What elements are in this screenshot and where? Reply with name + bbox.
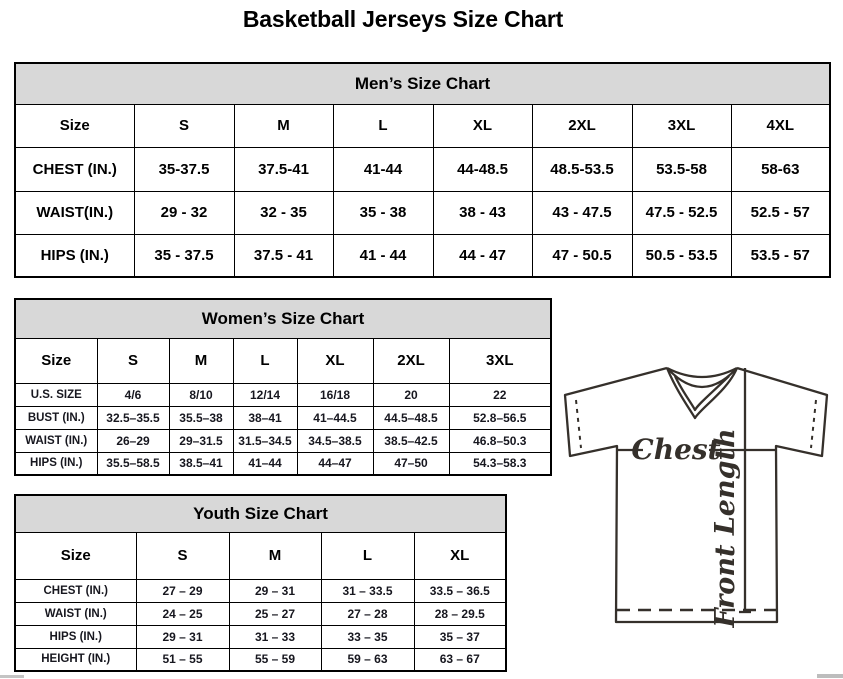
womens-cell: 35.5–58.5 bbox=[97, 452, 169, 475]
mens-cell: 35-37.5 bbox=[134, 147, 234, 191]
youth-table-title: Youth Size Chart bbox=[15, 495, 506, 532]
womens-cell: 34.5–38.5 bbox=[297, 429, 373, 452]
womens-cell: 47–50 bbox=[373, 452, 449, 475]
womens-cell: 12/14 bbox=[233, 383, 297, 406]
mens-cell: 52.5 - 57 bbox=[731, 191, 830, 234]
crop-handle-left bbox=[0, 675, 24, 678]
jersey-measurement-diagram bbox=[556, 360, 840, 628]
mens-cell: 47.5 - 52.5 bbox=[632, 191, 731, 234]
youth-col-header: XL bbox=[414, 532, 506, 579]
mens-cell: 37.5-41 bbox=[234, 147, 333, 191]
mens-cell: 41 - 44 bbox=[333, 234, 433, 277]
womens-col-header: 3XL bbox=[449, 338, 551, 383]
mens-cell: 43 - 47.5 bbox=[532, 191, 632, 234]
youth-cell: 51 – 55 bbox=[136, 648, 229, 671]
youth-cell: 29 – 31 bbox=[229, 579, 321, 602]
womens-cell: 16/18 bbox=[297, 383, 373, 406]
youth-cell: 27 – 28 bbox=[321, 602, 414, 625]
youth-row-label: CHEST (IN.) bbox=[15, 579, 136, 602]
youth-cell: 33 – 35 bbox=[321, 625, 414, 648]
youth-col-header: S bbox=[136, 532, 229, 579]
mens-cell: 35 - 37.5 bbox=[134, 234, 234, 277]
womens-col-header: L bbox=[233, 338, 297, 383]
mens-col-header: 3XL bbox=[632, 104, 731, 147]
mens-col-header: 2XL bbox=[532, 104, 632, 147]
womens-cell: 35.5–38 bbox=[169, 406, 233, 429]
womens-cell: 22 bbox=[449, 383, 551, 406]
left-cuff-dashed-seam bbox=[576, 400, 581, 448]
womens-size-label: Size bbox=[15, 338, 97, 383]
mens-col-header: 4XL bbox=[731, 104, 830, 147]
youth-col-header: L bbox=[321, 532, 414, 579]
mens-size-label: Size bbox=[15, 104, 134, 147]
youth-col-header: M bbox=[229, 532, 321, 579]
mens-cell: 41-44 bbox=[333, 147, 433, 191]
womens-cell: 38.5–42.5 bbox=[373, 429, 449, 452]
collar-v-outer bbox=[667, 368, 737, 418]
mens-col-header: M bbox=[234, 104, 333, 147]
womens-col-header: XL bbox=[297, 338, 373, 383]
mens-cell: 35 - 38 bbox=[333, 191, 433, 234]
mens-cell: 50.5 - 53.5 bbox=[632, 234, 731, 277]
mens-col-header: XL bbox=[433, 104, 532, 147]
womens-cell: 54.3–58.3 bbox=[449, 452, 551, 475]
collar-back-curve-outer bbox=[667, 368, 737, 377]
mens-cell: 38 - 43 bbox=[433, 191, 532, 234]
mens-row-label: WAIST(IN.) bbox=[15, 191, 134, 234]
womens-table-title: Women’s Size Chart bbox=[15, 299, 551, 338]
youth-cell: 24 – 25 bbox=[136, 602, 229, 625]
mens-cell: 47 - 50.5 bbox=[532, 234, 632, 277]
right-cuff-dashed-seam bbox=[811, 400, 816, 448]
womens-cell: 20 bbox=[373, 383, 449, 406]
mens-cell: 53.5-58 bbox=[632, 147, 731, 191]
youth-row-label: HIPS (IN.) bbox=[15, 625, 136, 648]
page-title: Basketball Jerseys Size Chart bbox=[242, 6, 564, 32]
youth-cell: 27 – 29 bbox=[136, 579, 229, 602]
womens-row-label: BUST (IN.) bbox=[15, 406, 97, 429]
womens-cell: 38–41 bbox=[233, 406, 297, 429]
youth-cell: 25 – 27 bbox=[229, 602, 321, 625]
mens-row-label: CHEST (IN.) bbox=[15, 147, 134, 191]
front-length-label: Front Length bbox=[710, 428, 741, 628]
womens-size-table bbox=[14, 298, 552, 476]
youth-cell: 59 – 63 bbox=[321, 648, 414, 671]
womens-cell: 46.8–50.3 bbox=[449, 429, 551, 452]
youth-size-label: Size bbox=[15, 532, 136, 579]
womens-cell: 29–31.5 bbox=[169, 429, 233, 452]
womens-cell: 44–47 bbox=[297, 452, 373, 475]
mens-cell: 58-63 bbox=[731, 147, 830, 191]
jersey-outline bbox=[565, 368, 827, 622]
womens-row-label: U.S. SIZE bbox=[15, 383, 97, 406]
mens-cell: 53.5 - 57 bbox=[731, 234, 830, 277]
womens-cell: 41–44.5 bbox=[297, 406, 373, 429]
mens-col-header: S bbox=[134, 104, 234, 147]
womens-cell: 38.5–41 bbox=[169, 452, 233, 475]
youth-size-table bbox=[14, 494, 507, 672]
mens-row-label: HIPS (IN.) bbox=[15, 234, 134, 277]
youth-row-label: WAIST (IN.) bbox=[15, 602, 136, 625]
mens-cell: 48.5-53.5 bbox=[532, 147, 632, 191]
womens-cell: 41–44 bbox=[233, 452, 297, 475]
womens-cell: 32.5–35.5 bbox=[97, 406, 169, 429]
womens-cell: 52.8–56.5 bbox=[449, 406, 551, 429]
chest-label: Chest bbox=[631, 433, 721, 466]
womens-cell: 31.5–34.5 bbox=[233, 429, 297, 452]
mens-cell: 37.5 - 41 bbox=[234, 234, 333, 277]
youth-cell: 33.5 – 36.5 bbox=[414, 579, 506, 602]
womens-row-label: HIPS (IN.) bbox=[15, 452, 97, 475]
womens-cell: 4/6 bbox=[97, 383, 169, 406]
mens-cell: 29 - 32 bbox=[134, 191, 234, 234]
womens-col-header: S bbox=[97, 338, 169, 383]
womens-col-header: M bbox=[169, 338, 233, 383]
youth-cell: 29 – 31 bbox=[136, 625, 229, 648]
womens-col-header: 2XL bbox=[373, 338, 449, 383]
mens-cell: 32 - 35 bbox=[234, 191, 333, 234]
mens-col-header: L bbox=[333, 104, 433, 147]
womens-cell: 26–29 bbox=[97, 429, 169, 452]
womens-cell: 44.5–48.5 bbox=[373, 406, 449, 429]
mens-size-table bbox=[14, 62, 831, 278]
youth-cell: 31 – 33.5 bbox=[321, 579, 414, 602]
womens-cell: 8/10 bbox=[169, 383, 233, 406]
youth-cell: 63 – 67 bbox=[414, 648, 506, 671]
youth-cell: 31 – 33 bbox=[229, 625, 321, 648]
mens-table-title: Men’s Size Chart bbox=[15, 63, 830, 104]
youth-cell: 35 – 37 bbox=[414, 625, 506, 648]
youth-cell: 28 – 29.5 bbox=[414, 602, 506, 625]
youth-cell: 55 – 59 bbox=[229, 648, 321, 671]
mens-cell: 44 - 47 bbox=[433, 234, 532, 277]
youth-row-label: HEIGHT (IN.) bbox=[15, 648, 136, 671]
womens-row-label: WAIST (IN.) bbox=[15, 429, 97, 452]
mens-cell: 44-48.5 bbox=[433, 147, 532, 191]
crop-handle-right bbox=[817, 674, 843, 678]
